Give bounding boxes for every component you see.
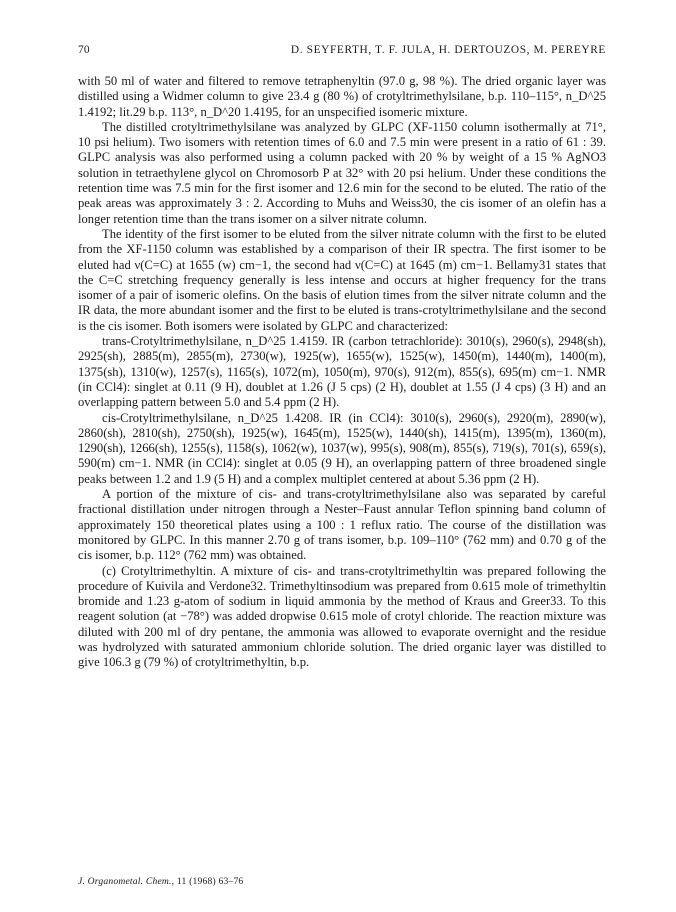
- page-number: 70: [78, 44, 90, 56]
- paragraph-distillation: A portion of the mixture of cis- and trans-crotyltrimethylsilane also was separated by careful fractional distillation under nitrogen through a Nester–Faust annular Teflon spinning band column of approximately 150 theoretical plates using a 100 : 1 reflux ratio. The course of the distillation was monitored by GLPC. In this manner 2.70 g of trans isomer, b.p. 109–110° (762 mm) and 0.70 g of the cis isomer, b.p. 112° (762 mm) was obtained.: [78, 487, 606, 563]
- paragraph-1: with 50 ml of water and filtered to remove tetraphenyltin (97.0 g, 98 %). The dried organic layer was distilled using a Widmer column to give 23.4 g (80 %) of crotyltrimethylsilane, b.p. 110–115°, n_D^25 1.4192; lit.29 b.p. 113°, n_D^20 1.4195, for an unspecified isomeric mixture.: [78, 74, 606, 119]
- article-body: [78, 74, 606, 671]
- paragraph-crotyltrimethyltin: (c) Crotyltrimethyltin. A mixture of cis- and trans-crotyltrimethyltin was prepared following the procedure of Kuivila and Verdone32. Trimethyltinsodium was prepared from 0.615 mole of trimethyltin bromide and 1.23 g-atom of sodium in liquid ammonia by the method of Kraus and Greer33. To this reagent solution (at −78°) was added dropwise 0.615 mole of crotyl chloride. The reaction mixture was diluted with 200 ml of dry pentane, the ammonia was allowed to evaporate overnight and the residue was hydrolyzed with saturated ammonium chloride solution. The dried organic layer was distilled to give 106.3 g (79 %) of crotyltrimethyltin, b.p.: [78, 563, 606, 670]
- paragraph-cis-characterization: cis-Crotyltrimethylsilane, n_D^25 1.4208. IR (in CCl4): 3010(s), 2960(s), 2920(m), 2890(w), 2860(sh), 2810(sh), 2750(sh), 1925(w), 1645(m), 1525(w), 1440(sh), 1415(m), 1395(m), 1360(m), 1290(sh), 1266(sh), 1255(s), 1158(s), 1062(w), 1037(w), 995(s), 908(m), 855(s), 719(s), 701(s), 659(s), 590(m) cm−1. NMR (in CCl4): singlet at 0.05 (9 H), an overlapping pattern of three broadened single peaks between 1.2 and 1.9 (5 H) and a complex multiplet centered at about 5.36 ppm (2 H).: [78, 410, 606, 486]
- journal-footer: [78, 876, 243, 887]
- journal-name: J. Organometal. Chem.: [78, 876, 172, 887]
- paragraph-2: The distilled crotyltrimethylsilane was analyzed by GLPC (XF-1150 column isothermally at 71°, 10 psi helium). Two isomers with retention times of 6.0 and 7.5 min were present in a ratio of 61 : 39. GLPC analysis was also performed using a column packed with 20 % by weight of a 15 % AgNO3 solution in tetraethylene glycol on Chromosorb P at 32° with 20 psi helium. Under these conditions the retention time was 7.5 min for the first isomer and 12.6 min for the second to be eluted. The ratio of the peak areas was approximately 3 : 2. According to Muhs and Weiss30, the cis isomer of an olefin has a longer retention time than the trans isomer on a silver nitrate column.: [78, 119, 606, 226]
- running-header: [78, 44, 606, 56]
- running-authors: D. SEYFERTH, T. F. JULA, H. DERTOUZOS, M. PEREYRE: [290, 44, 606, 56]
- journal-citation: , 11 (1968) 63–76: [171, 876, 244, 887]
- paragraph-3: The identity of the first isomer to be eluted from the silver nitrate column with the first to be eluted from the XF-1150 column was established by a comparison of their IR spectra. The first isomer to be eluted had ν(C=C) at 1655 (w) cm−1, the second had ν(C=C) at 1645 (m) cm−1. Bellamy31 states that the C=C stretching frequency generally is less intense and occurs at higher frequency for the trans isomer of a pair of isomeric olefins. On the basis of elution times from the silver nitrate column and the IR data, the more abundant isomer and the first to be eluted is trans-crotyltrimethylsilane and the second is the cis isomer. Both isomers were isolated by GLPC and characterized:: [78, 226, 606, 333]
- paragraph-trans-characterization: trans-Crotyltrimethylsilane, n_D^25 1.4159. IR (carbon tetrachloride): 3010(s), 2960(s), 2948(sh), 2925(sh), 2885(m), 2855(m), 2730(w), 1925(w), 1655(w), 1525(w), 1450(m), 1440(m), 1400(m), 1375(sh), 1310(w), 1257(s), 1165(s), 1072(m), 1050(m), 970(s), 912(m), 855(s), 695(m) cm−1. NMR (in CCl4): singlet at 0.11 (9 H), doublet at 1.26 (J 5 cps) (2 H), doublet at 1.55 (J 4 cps) (3 H) and an overlapping pattern between 5.0 and 5.4 ppm (2 H).: [78, 334, 606, 410]
